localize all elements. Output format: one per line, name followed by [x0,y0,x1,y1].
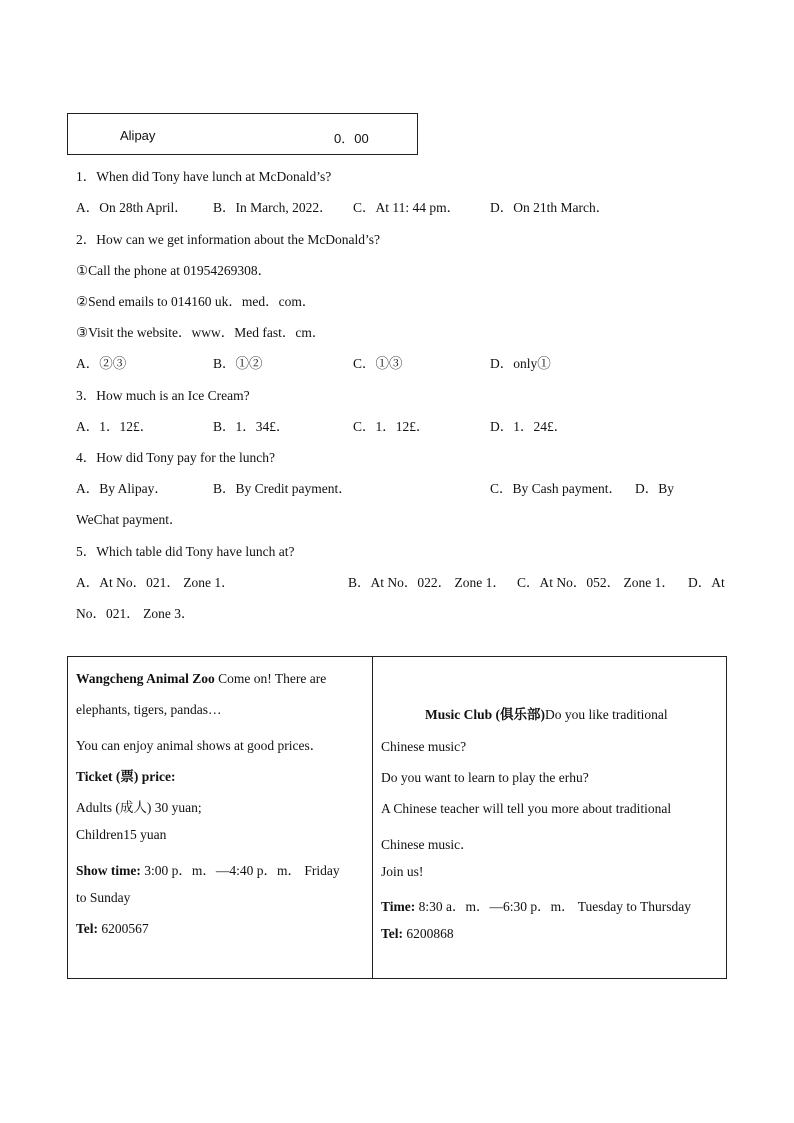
zoo-ad-shows-line: You can enjoy animal shows at good prices． [76,738,324,753]
question-2-statement-3: ③Visit the website．www．Med fast．cm． [76,325,326,340]
zoo-ad-ticket-heading [76,765,175,785]
music-ad-title: Music Club (俱乐部) [425,707,546,722]
zoo-ad-children-price: Children15 yuan [76,827,167,842]
question-4-option-d: D．By [635,481,675,496]
question-1-option-a: A．On 28th April． [76,200,188,215]
receipt-box [67,113,418,155]
question-2-option-a: A．②③ [76,356,127,371]
music-ad-line-1 [425,703,668,723]
question-4-stem: 4．How did Tony pay for the lunch? [76,450,276,465]
music-ad-tel-label: Tel: [381,926,404,941]
question-3-option-d: D．1．24£． [490,419,568,434]
zoo-ad-title: Wangcheng Animal Zoo [76,671,215,686]
zoo-ad-show-days: to Sunday [76,890,131,905]
music-ad-intro-2: Chinese music? [381,739,467,754]
question-3-option-b: B．1．34£． [213,419,290,434]
question-3-option-a: A．1．12£． [76,419,154,434]
zoo-ad-show-time [76,859,340,879]
question-1-option-d: D．On 21th March． [490,200,610,215]
question-1-option-c: C．At 11: 44 pm． [353,200,461,215]
zoo-ad-show-time-label: Show time: [76,863,141,878]
question-1-option-b: B．In March, 2022． [213,200,333,215]
music-ad-time-value: 8:30 a．m．—6:30 p．m． Tuesday to Thursday [415,899,692,914]
music-ad-tel-value: 6200868 [403,926,454,941]
music-ad-tel [381,926,454,942]
zoo-ad-show-time-value: 3:00 p．m．—4:40 p．m． Friday [140,863,340,878]
question-2-option-d: D．only① [490,356,551,371]
question-2-statement-1: ①Call the phone at 01954269308． [76,263,272,278]
question-5-option-d-cont: No．021． Zone 3． [76,606,195,621]
zoo-ad-adults-price: Adults (成人) 30 yuan; [76,800,202,815]
music-ad-intro-1: Do you like traditional [545,707,668,722]
question-5-option-d: D．At [688,575,725,590]
question-3-option-c: C．1．12£． [353,419,430,434]
question-4-option-d-cont: WeChat payment． [76,512,183,527]
music-ad-time-label: Time: [381,899,416,914]
music-ad-join: Join us! [381,864,424,879]
question-2-option-b: B．①② [213,356,263,371]
music-ad-teacher-line: A Chinese teacher will tell you more about traditional [381,801,672,816]
question-4-option-c: C．By Cash payment． [490,481,622,496]
question-4-option-b: B．By Credit payment． [213,481,352,496]
question-3-stem: 3．How much is an Ice Cream? [76,388,250,403]
question-5-option-a: A．At No．021． Zone 1． [76,575,235,590]
zoo-ad-line-1 [76,671,326,687]
zoo-ad-tel-label: Tel: [76,921,99,936]
question-5-option-b: B．At No．022． Zone 1． [348,575,506,590]
ads-divider [372,657,373,978]
question-4-option-a: A．By Alipay． [76,481,168,496]
zoo-ad-tel-value: 6200567 [98,921,149,936]
music-ad-erhu-line: Do you want to learn to play the erhu? [381,770,589,785]
payment-amount: 0．00 [334,131,369,146]
question-5-option-c: C．At No．052． Zone 1． [517,575,675,590]
zoo-ad-tel [76,921,149,937]
question-2-statement-2: ②Send emails to 014160 uk．med．com． [76,294,316,309]
zoo-ad-ticket-heading-text: Ticket (票) price: [76,769,176,784]
ads-table [67,656,727,979]
zoo-ad-intro-2: elephants, tigers, pandas… [76,702,222,717]
music-ad-time [381,895,691,915]
zoo-ad-intro-1: Come on! There are [214,671,327,686]
question-2-option-c: C．①③ [353,356,403,371]
question-1-stem: 1．When did Tony have lunch at McDonald’s? [76,169,332,184]
music-ad-teacher-line-2: Chinese music． [381,837,474,852]
payment-method-label: Alipay [120,128,156,143]
question-5-stem: 5．Which table did Tony have lunch at? [76,544,295,559]
question-2-stem: 2．How can we get information about the McDonald’s? [76,232,381,247]
